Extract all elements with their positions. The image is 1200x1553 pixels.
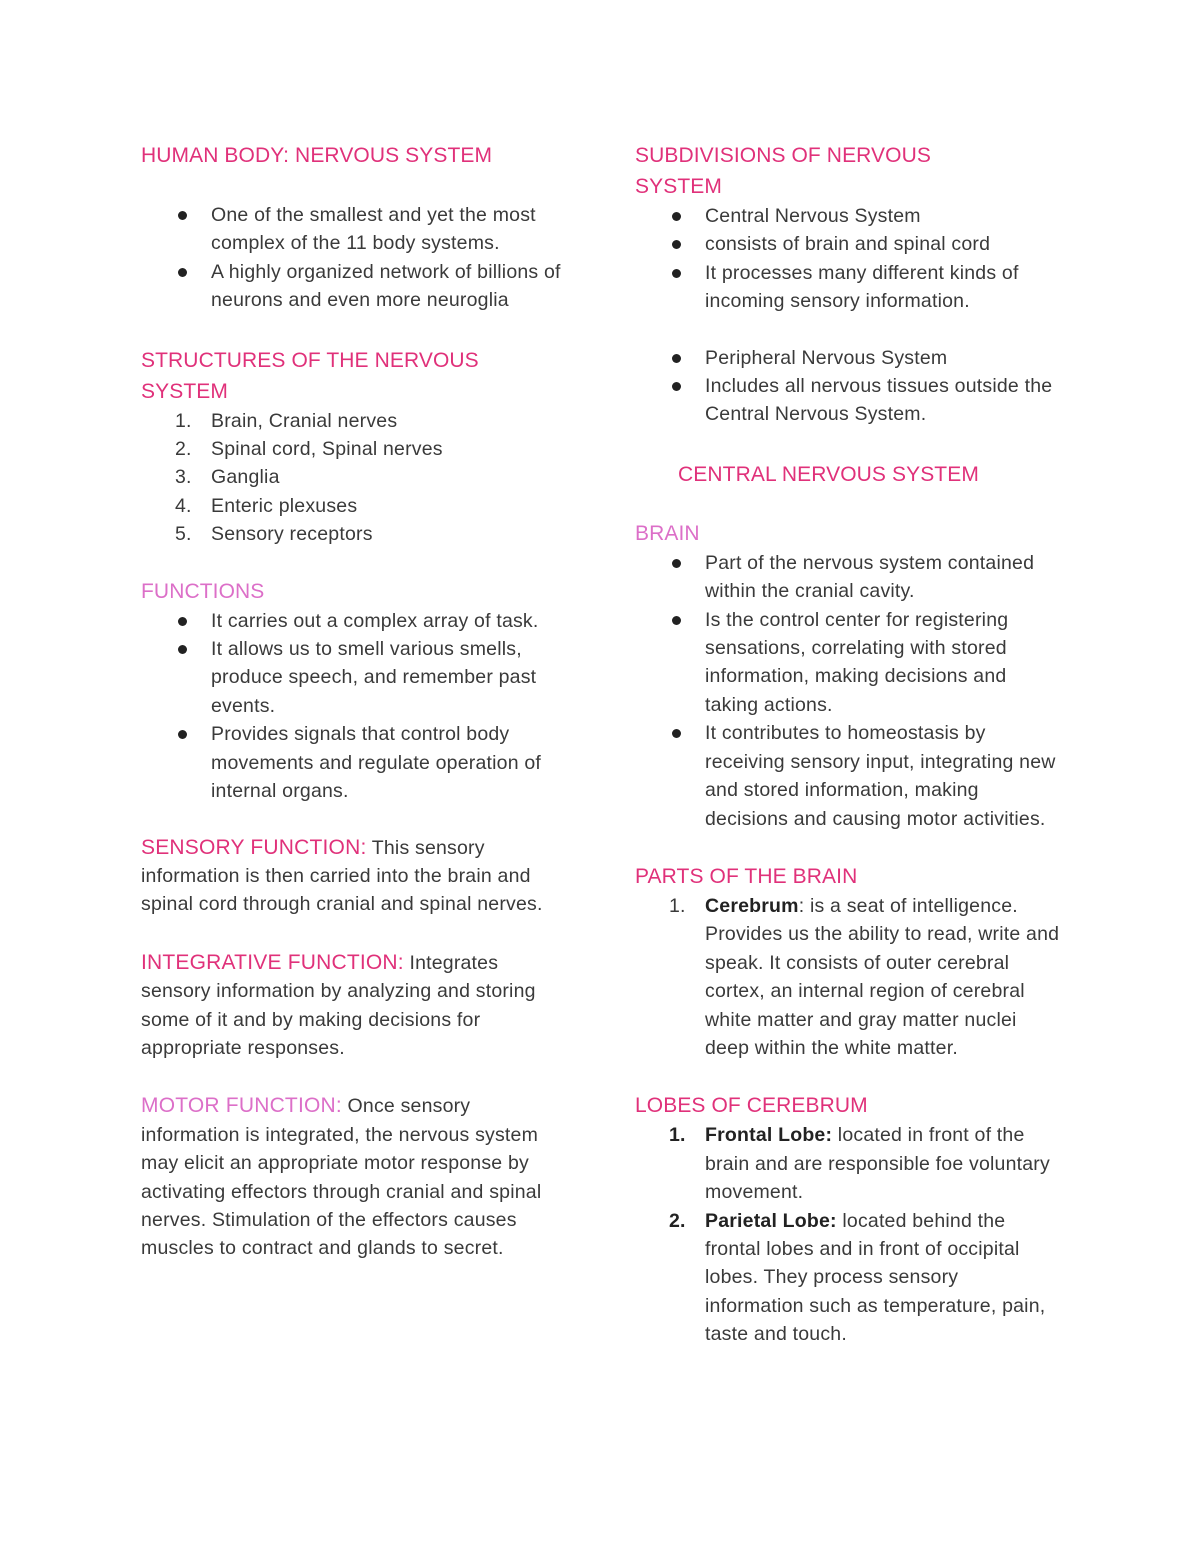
list-item: 2. Parietal Lobe: located behind the frontal lobes and in front of occipital lobes. They process sensory information such as temperature, pain, taste and touch. (669, 1209, 1046, 1346)
cns-subdivision-list (635, 202, 1060, 316)
integrative-function-paragraph: INTEGRATIVE FUNCTION: Integrates sensory information by analyzing and storing some of it and by making decisions for appropriate responses. (141, 950, 536, 1059)
bullet-icon (672, 212, 681, 221)
functions-list (141, 607, 571, 806)
bullet-icon (672, 269, 681, 278)
lobes-list (635, 1121, 1060, 1348)
bullet-icon (672, 729, 681, 738)
list-item: 1. Cerebrum: is a seat of intelligence. Provides us the ability to read, write and speak. It consists of outer cerebral cortex, an internal region of cerebral white matter and gray matter nuclei deep within the white matter. (669, 894, 1060, 1059)
list-item: 1. Brain, Cranial nerves (175, 409, 398, 432)
section-heading-cns: CENTRAL NERVOUS SYSTEM (678, 462, 979, 486)
list-item: Peripheral Nervous System (635, 344, 1060, 372)
bullet-icon (672, 354, 681, 363)
sensory-function-paragraph: SENSORY FUNCTION: This sensory information is then carried into the brain and spinal cord through cranial and spinal nerves. (141, 835, 543, 916)
list-item: Part of the nervous system contained within the cranial cavity. (635, 549, 1060, 606)
list-item: 3. Ganglia (175, 466, 280, 489)
list-item: One of the smallest and yet the most complex of the 11 body systems. (141, 201, 571, 258)
brain-list (635, 549, 1060, 833)
right-column (635, 140, 1060, 1349)
bullet-icon (178, 211, 187, 220)
integrative-function-label: INTEGRATIVE FUNCTION: (141, 950, 404, 974)
sensory-function-label: SENSORY FUNCTION: (141, 835, 367, 859)
bullet-icon (672, 382, 681, 391)
left-column (141, 140, 571, 1263)
section-heading-brain: BRAIN (635, 521, 700, 545)
list-item: consists of brain and spinal cord (635, 230, 1060, 258)
bullet-icon (178, 645, 187, 654)
motor-function-label: MOTOR FUNCTION: (141, 1094, 342, 1118)
bullet-icon (672, 559, 681, 568)
structures-list (141, 407, 571, 549)
section-heading-lobes: LOBES OF CEREBRUM (635, 1094, 868, 1118)
list-item: 1. Frontal Lobe: located in front of the brain and are responsible foe voluntary movement. (669, 1124, 1050, 1204)
section-heading-functions: FUNCTIONS (141, 579, 265, 603)
bullet-icon (672, 240, 681, 249)
list-item: It carries out a complex array of task. (141, 607, 571, 635)
list-item: It allows us to smell various smells, produce speech, and remember past events. (141, 635, 571, 720)
list-item: A highly organized network of billions of neurons and even more neuroglia (141, 258, 571, 315)
list-item: Provides signals that control body movements and regulate operation of internal organs. (141, 720, 571, 805)
list-item: Includes all nervous tissues outside the Central Nervous System. (635, 372, 1060, 429)
document-title: HUMAN BODY: NERVOUS SYSTEM (141, 144, 493, 167)
bullet-icon (178, 617, 187, 626)
pns-subdivision-list (635, 344, 1060, 429)
bullet-icon (178, 268, 187, 277)
bullet-icon (672, 616, 681, 625)
section-heading-parts-of-brain: PARTS OF THE BRAIN (635, 864, 858, 888)
list-item: Central Nervous System (635, 202, 1060, 230)
bullet-icon (178, 730, 187, 739)
list-item: 4. Enteric plexuses (175, 494, 358, 517)
list-item: 5. Sensory receptors (175, 523, 373, 546)
list-item: Is the control center for registering sensations, correlating with stored information, making decisions and taking actions. (635, 606, 1060, 720)
motor-function-paragraph: MOTOR FUNCTION: Once sensory information is integrated, the nervous system may elicit an appropriate motor response by activating effectors through cranial and spinal nerves. Stimulation of the effectors causes muscles to contract and glands to secret. (141, 1094, 542, 1260)
section-heading-structures: STRUCTURES OF THE NERVOUS SYSTEM (141, 348, 479, 403)
intro-list (141, 201, 571, 315)
brain-parts-list (635, 892, 1060, 1062)
list-item: It contributes to homeostasis by receiving sensory input, integrating new and stored information, making decisions and causing motor activities. (635, 719, 1060, 833)
section-heading-subdivisions: SUBDIVISIONS OF NERVOUS SYSTEM (635, 144, 931, 198)
list-item: 2. Spinal cord, Spinal nerves (175, 438, 443, 461)
list-item: It processes many different kinds of incoming sensory information. (635, 259, 1060, 316)
